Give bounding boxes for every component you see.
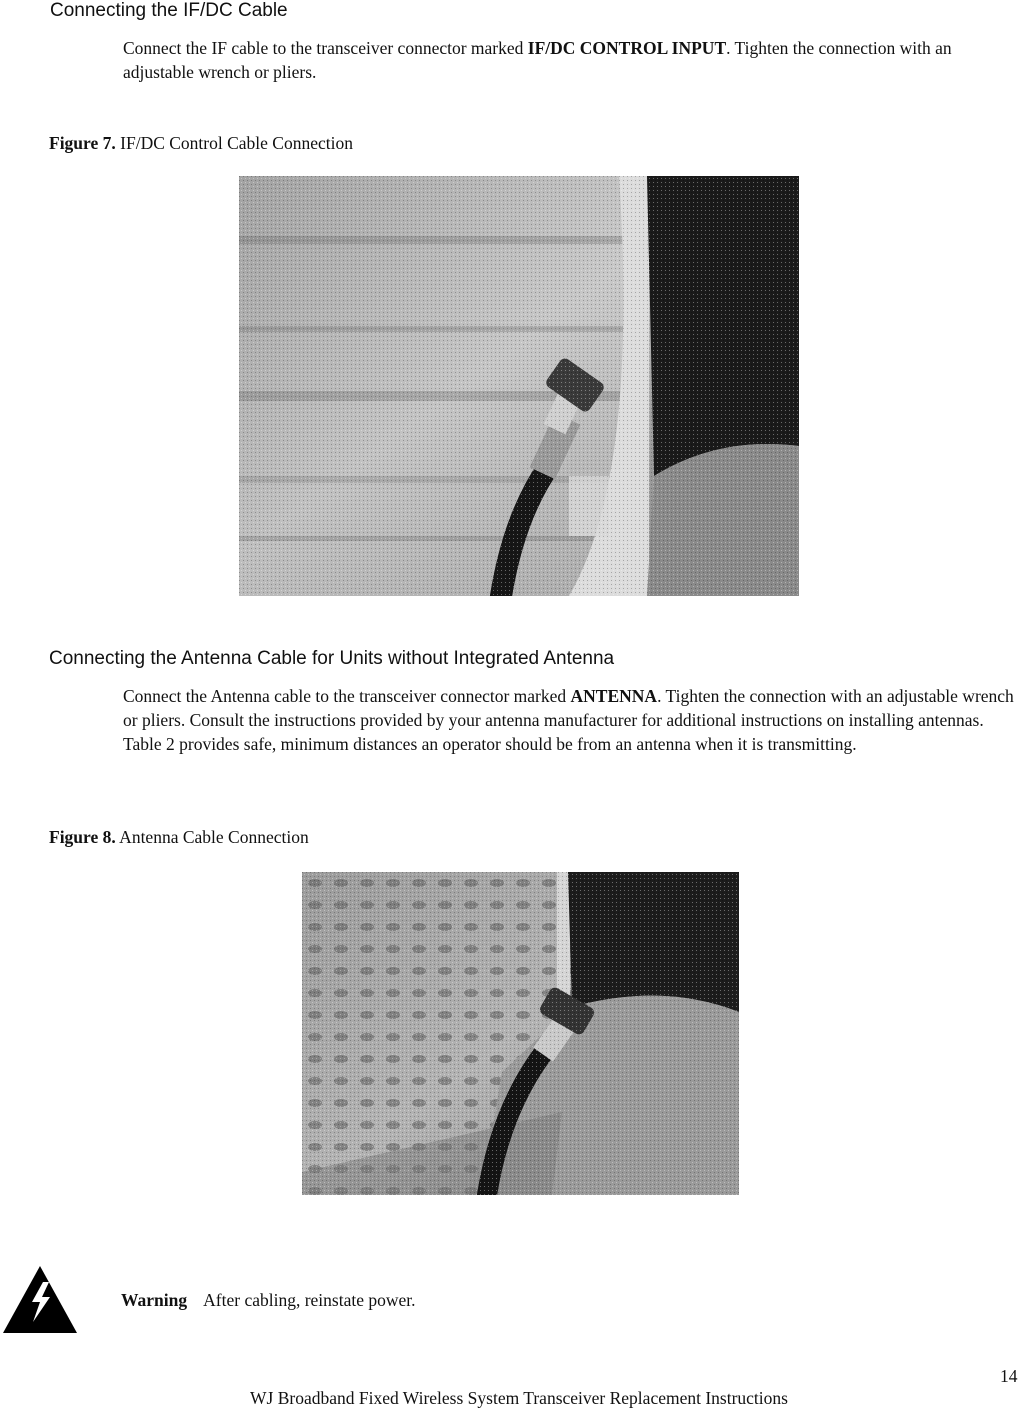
- antenna-instructions: [123, 684, 1018, 756]
- antenna-cable-photo-svg: [302, 872, 739, 1195]
- figure-8-title: Antenna Cable Connection: [115, 827, 309, 847]
- antenna-text-pre: Connect the Antenna cable to the transceiver connector marked: [123, 686, 571, 706]
- footer-title: WJ Broadband Fixed Wireless System Transceiver Replacement Instructions: [250, 1388, 788, 1408]
- warning-icon: [2, 1264, 78, 1334]
- page-number: 14: [1000, 1366, 1018, 1386]
- section-heading-antenna: Connecting the Antenna Cable for Units without Integrated Antenna: [49, 648, 615, 669]
- figure-7-title: IF/DC Control Cable Connection: [115, 133, 353, 153]
- ifdc-text-pre: Connect the IF cable to the transceiver connector marked: [123, 38, 528, 58]
- figure-8-photo: [302, 872, 739, 1195]
- ifdc-cable-photo-svg: [239, 176, 799, 596]
- ifdc-connector-name: IF/DC CONTROL INPUT: [527, 38, 727, 58]
- antenna-connector-name: ANTENNA: [570, 686, 658, 706]
- figure-8-caption: [49, 827, 309, 848]
- figure-7-caption: [49, 133, 353, 154]
- warning-triangle-svg: [2, 1264, 78, 1334]
- figure-8-label: Figure 8.: [49, 827, 116, 847]
- ifdc-instructions: [123, 36, 983, 84]
- figure-7-label: Figure 7.: [49, 133, 116, 153]
- figure-7-photo: [239, 176, 799, 596]
- warning-label: Warning: [121, 1290, 188, 1310]
- antenna-text-post: . Tighten the connection with an adjustable wrench or pliers. Consult the instructions provided by your antenna manufacturer for additional instructions on installing antennas. Table 2 provides safe, minimum distances an operator should be from an antenna when it is transmitting.: [123, 686, 1014, 754]
- section-heading-ifdc: Connecting the IF/DC Cable: [50, 0, 288, 21]
- ifdc-text-post: . Tighten the connection with an adjustable wrench or pliers.: [123, 38, 952, 82]
- warning-text: After cabling, reinstate power.: [203, 1290, 416, 1310]
- warning-message: [121, 1290, 416, 1311]
